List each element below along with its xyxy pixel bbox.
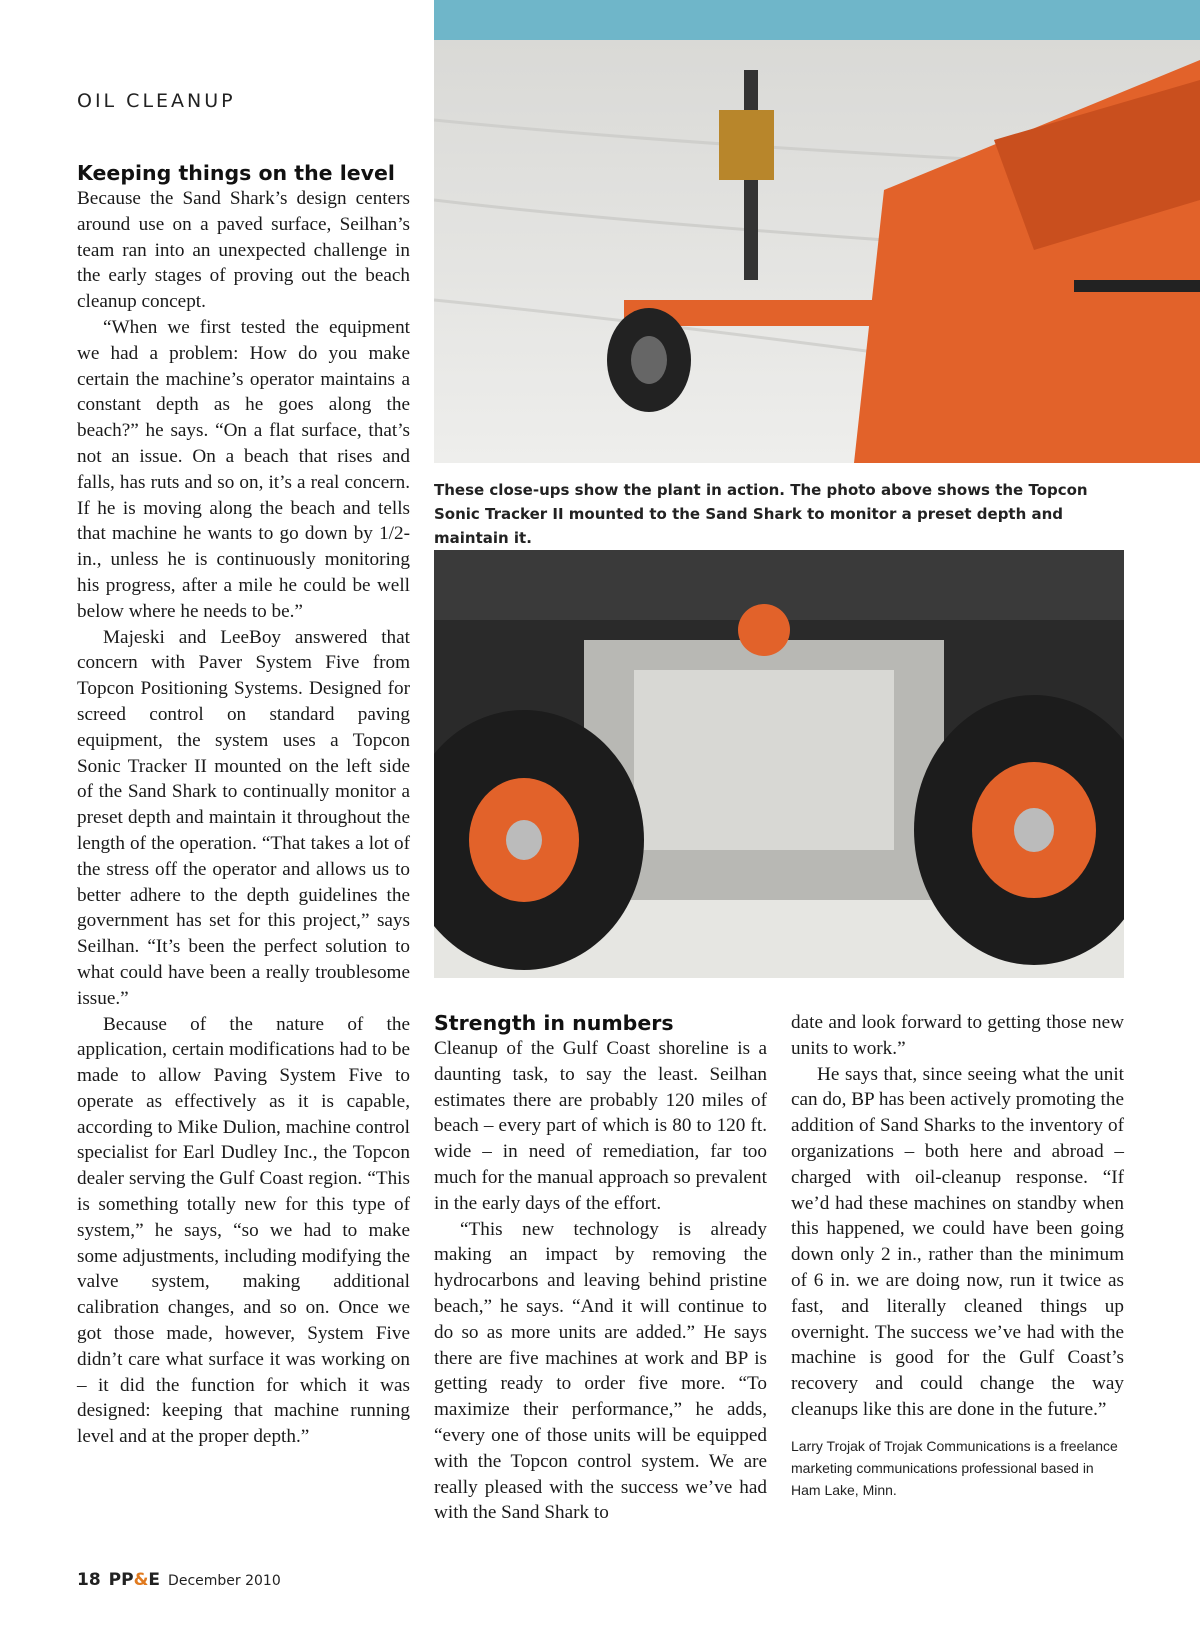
paragraph: “This new technology is already making an impact by removing the hydrocarbons and leaving behind pristine beach,” he says. “And it will continue to do so as more units are added.” He says there are five machines at work and BP is getting ready to order five more. “To maximize their performance,” he adds, “every one of those units will be equipped with the Topcon control system. We are really pleased with the success we’ve had with the Sand Shark to	[434, 1218, 767, 1524]
photo-caption: These close-ups show the plant in action. The photo above shows the Topcon Sonic Tracker II mounted to the Sand Shark to monitor a preset depth and maintain it.	[434, 481, 1088, 547]
author-bio: Larry Trojak of Trojak Communications is a freelance marketing communications professional based in Ham Lake, Minn.	[791, 1437, 1118, 1498]
paragraph: Because the Sand Shark’s design centers around use on a paved surface, Seilhan’s team ran into an unexpected challenge in the early stages of proving out the beach cleanup concept.	[77, 188, 410, 313]
paragraph: date and look forward to getting those new units to work.”	[791, 1012, 1124, 1059]
page-footer	[77, 1570, 281, 1590]
photo-screening-plant	[434, 550, 1124, 978]
article-column-3	[791, 1010, 1124, 1501]
section-heading: Keeping things on the level	[77, 161, 395, 185]
paragraph: “When we first tested the equipment we had a problem: How do you make certain the machine’s operator maintains a constant depth as he goes along the beach?” he says. “On a flat surface, that’s not an issue. On a beach that rises and falls, has ruts and so on, it’s a real concern. If he is moving along the beach and tells that machine he wants to go down by 1/2-in., unless he is continuously monitoring his progress, after a mile he could be well below where he needs to be.”	[77, 316, 410, 622]
article-column-2	[434, 1010, 767, 1526]
page-number: 18	[77, 1570, 101, 1590]
paragraph: Because of the nature of the application, certain modifications had to be made to allow Paving System Five to operate as effectively as it is capable, according to Mike Dulion, machine control specialist for Earl Dudley Inc., the Topcon dealer serving the Gulf Coast region. “This is something totally new for this type of system,” he says, “so we had to make some adjustments, including modifying the valve system, making additional calibration changes, and so on. Once we got those made, however, System Five didn’t care what surface it was working on – it did the function for which it was designed: keeping that machine running level and at the proper depth.”	[77, 1013, 410, 1448]
article-column-1	[77, 160, 410, 1450]
section-heading: Strength in numbers	[434, 1011, 674, 1035]
paragraph: He says that, since seeing what the unit can do, BP has been actively promoting the addition of Sand Sharks to the inventory of organizations – both here and abroad – charged with oil-cleanup response. “If we’d had these machines on standby when this happened, we could have been going down only 2 in., rather than the minimum of 6 in. we are doing now, run it twice as fast, and literally cleaned things up overnight. The success we’ve had with the machine is good for the Gulf Coast’s recovery and could change the way cleanups like this are done in the future.”	[791, 1063, 1124, 1420]
paragraph: Cleanup of the Gulf Coast shoreline is a daunting task, to say the least. Seilhan estimates there are probably 120 miles of beach – every part of which is 80 to 120 ft. wide – in need of remediation, far too much for the manual approach so prevalent in the early days of the effort.	[434, 1038, 767, 1214]
paragraph: Majeski and LeeBoy answered that concern with Paver System Five from Topcon Positioning Systems. Designed for screed control on standard paving equipment, the system uses a Topcon Sonic Tracker II mounted on the left side of the Sand Shark to continually monitor a preset depth and maintain it throughout the length of the operation. “That takes a lot of the stress off the operator and allows us to better adhere to the depth guidelines the government has set for this project,” says Seilhan. “It’s been the perfect solution to what could have been a really troublesome issue.”	[77, 626, 410, 1009]
publication-name: PP&E	[108, 1570, 161, 1590]
issue-date: December 2010	[168, 1573, 281, 1589]
section-label: OIL CLEANUP	[77, 90, 236, 112]
photo-sonic-tracker	[434, 0, 1200, 463]
